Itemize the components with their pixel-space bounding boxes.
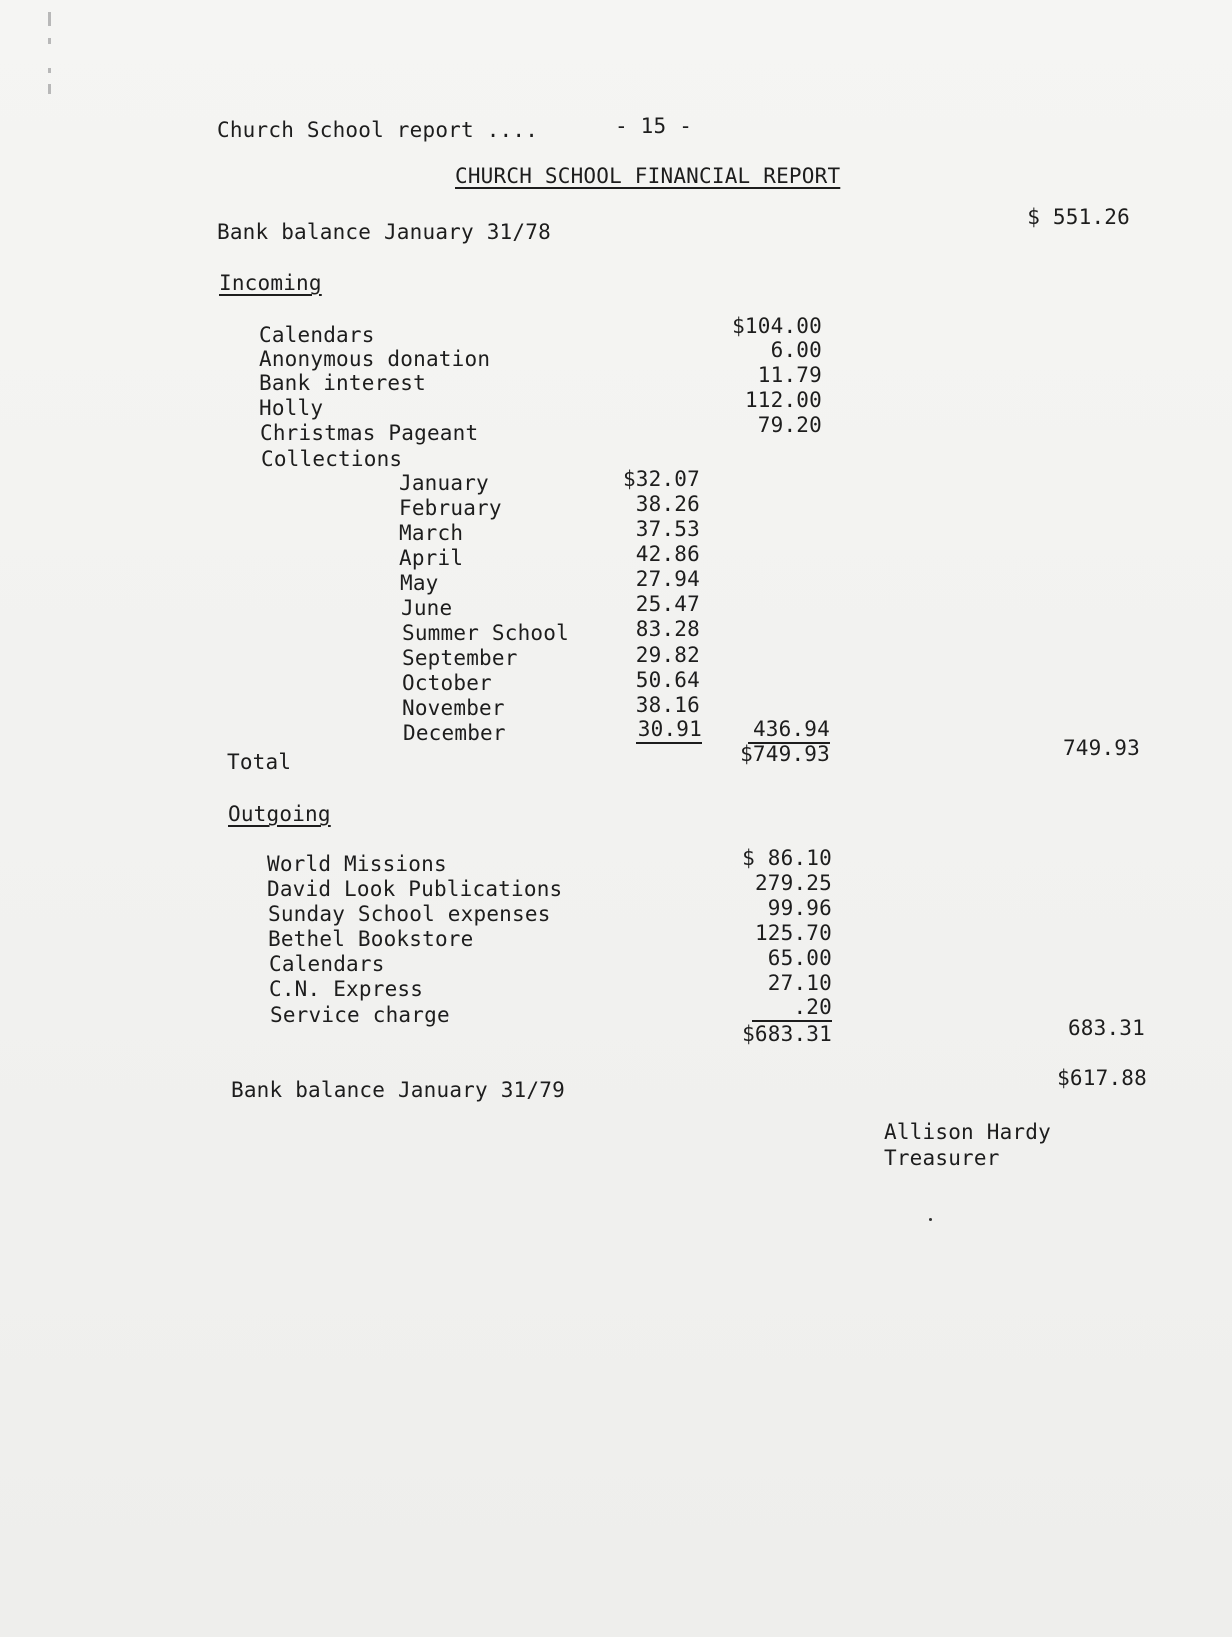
incoming-item-label: Christmas Pageant (260, 421, 479, 445)
collection-month: Summer School (402, 621, 569, 645)
outgoing-item-amount: $ 86.10 (742, 846, 832, 870)
outgoing-item-label: World Missions (267, 852, 447, 876)
collections-total: 436.94 (748, 717, 830, 744)
collection-month: April (399, 546, 464, 570)
collection-amount: 29.82 (635, 643, 700, 667)
collection-amount: 42.86 (635, 542, 700, 566)
collection-amount: 30.91 (636, 717, 702, 744)
collection-amount: 50.64 (635, 668, 700, 692)
outgoing-item-amount: .20 (752, 995, 832, 1022)
outgoing-item-label: Bethel Bookstore (268, 927, 474, 951)
incoming-item-amount: 79.20 (757, 413, 822, 437)
collection-amount: 25.47 (635, 592, 700, 616)
collection-month: January (399, 471, 489, 495)
outgoing-item-label: C.N. Express (269, 977, 424, 1001)
collection-amount: $32.07 (622, 467, 700, 491)
incoming-subtotal: $749.93 (740, 742, 830, 766)
outgoing-item-amount: 99.96 (767, 896, 832, 920)
report-label: Church School report .... (217, 118, 539, 142)
collection-month: March (399, 521, 464, 545)
outgoing-item-label: Calendars (269, 952, 385, 976)
collection-amount: 37.53 (635, 517, 700, 541)
outgoing-item-label: David Look Publications (267, 877, 563, 901)
collection-month: December (403, 721, 506, 745)
collection-month: October (402, 671, 492, 695)
incoming-item-amount: 6.00 (770, 338, 822, 362)
incoming-total-amount: 749.93 (1062, 736, 1140, 760)
edge-mark (48, 68, 51, 73)
opening-balance-label: Bank balance January 31/78 (217, 220, 551, 244)
outgoing-heading: Outgoing (228, 802, 331, 826)
collection-month: September (402, 646, 518, 670)
ink-dot (929, 1218, 932, 1221)
edge-mark (48, 38, 51, 44)
outgoing-item-amount: 27.10 (767, 971, 832, 995)
incoming-item-label: Bank interest (259, 371, 426, 395)
incoming-item-amount: 112.00 (744, 388, 822, 412)
incoming-item-amount: $104.00 (732, 314, 822, 338)
outgoing-item-label: Service charge (270, 1003, 450, 1027)
treasurer-name: Allison Hardy (884, 1120, 1051, 1144)
incoming-item-label: Anonymous donation (259, 347, 491, 371)
edge-mark (48, 84, 51, 94)
incoming-item-label: Holly (259, 396, 324, 420)
collection-month: May (400, 571, 439, 595)
collection-month: November (402, 696, 505, 720)
closing-balance-label: Bank balance January 31/79 (231, 1078, 565, 1102)
page-number: - 15 - (615, 114, 693, 138)
report-title: CHURCH SCHOOL FINANCIAL REPORT (455, 164, 841, 188)
outgoing-item-amount: 65.00 (767, 946, 832, 970)
incoming-heading: Incoming (219, 271, 322, 295)
outgoing-subtotal: $683.31 (742, 1022, 832, 1046)
outgoing-total-amount: 683.31 (1067, 1016, 1145, 1040)
outgoing-item-label: Sunday School expenses (268, 902, 551, 926)
edge-mark (48, 12, 51, 26)
collection-amount: 38.16 (635, 693, 700, 717)
collection-amount: 27.94 (635, 567, 700, 591)
outgoing-item-amount: 279.25 (754, 871, 832, 895)
total-label: Total (227, 750, 292, 774)
collection-amount: 83.28 (635, 617, 700, 641)
collection-month: February (399, 496, 502, 520)
incoming-item-amount: 11.79 (757, 363, 822, 387)
opening-balance-amount: $ 551.26 (1027, 205, 1130, 229)
collection-amount: 38.26 (635, 492, 700, 516)
closing-balance-amount: $617.88 (1057, 1066, 1147, 1090)
collection-month: June (401, 596, 453, 620)
outgoing-item-amount: 125.70 (754, 921, 832, 945)
collections-label: Collections (261, 447, 403, 471)
incoming-item-label: Calendars (259, 323, 375, 347)
treasurer-role: Treasurer (884, 1146, 1000, 1170)
